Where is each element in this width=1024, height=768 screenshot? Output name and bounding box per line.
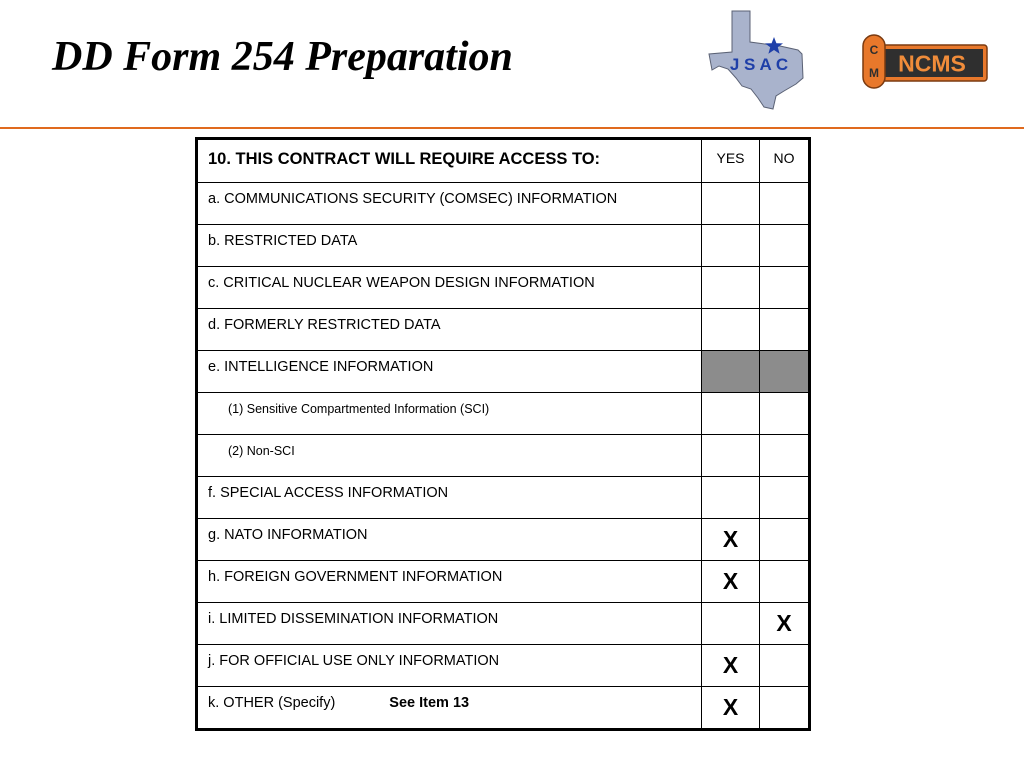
table-row <box>197 183 810 225</box>
no-cell[interactable] <box>760 435 810 477</box>
no-cell-shaded <box>760 351 810 393</box>
table-row <box>197 435 810 477</box>
row-label: (2) Non-SCI <box>197 435 702 477</box>
ncms-text: NCMS <box>898 50 966 77</box>
table-row <box>197 519 810 561</box>
row-label: f. SPECIAL ACCESS INFORMATION <box>197 477 702 519</box>
see-item-note: See Item 13 <box>389 695 470 711</box>
no-cell[interactable] <box>760 519 810 561</box>
row-label: k. OTHER (Specify) <box>208 695 336 711</box>
row-label: i. LIMITED DISSEMINATION INFORMATION <box>197 603 702 645</box>
row-label: j. FOR OFFICIAL USE ONLY INFORMATION <box>197 645 702 687</box>
table-header-label: 10. THIS CONTRACT WILL REQUIRE ACCESS TO: <box>197 139 702 183</box>
ncms-logo <box>861 34 991 90</box>
no-cell[interactable]: X <box>760 603 810 645</box>
slide-title: DD Form 254 Preparation <box>52 34 513 80</box>
divider-rule <box>0 127 1024 129</box>
ncms-badge-top: C <box>869 43 879 57</box>
row-label: d. FORMERLY RESTRICTED DATA <box>197 309 702 351</box>
no-cell[interactable] <box>760 477 810 519</box>
no-cell[interactable] <box>760 561 810 603</box>
no-cell[interactable] <box>760 393 810 435</box>
no-cell[interactable] <box>760 309 810 351</box>
jsac-logo <box>706 8 806 110</box>
yes-cell[interactable] <box>702 267 760 309</box>
table-row <box>197 309 810 351</box>
yes-cell[interactable]: X <box>702 645 760 687</box>
row-label: a. COMMUNICATIONS SECURITY (COMSEC) INFORMATION <box>197 183 702 225</box>
yes-cell-shaded <box>702 351 760 393</box>
no-column-header: NO <box>760 139 810 183</box>
table-row <box>197 225 810 267</box>
table-row <box>197 267 810 309</box>
row-label: (1) Sensitive Compartmented Information (SCI) <box>197 393 702 435</box>
row-label: h. FOREIGN GOVERNMENT INFORMATION <box>197 561 702 603</box>
yes-cell[interactable]: X <box>702 561 760 603</box>
no-cell[interactable] <box>760 645 810 687</box>
row-label: e. INTELLIGENCE INFORMATION <box>197 351 702 393</box>
yes-cell[interactable] <box>702 393 760 435</box>
yes-cell[interactable] <box>702 477 760 519</box>
no-cell[interactable] <box>760 267 810 309</box>
table-row <box>197 645 810 687</box>
yes-cell[interactable] <box>702 225 760 267</box>
row-label: c. CRITICAL NUCLEAR WEAPON DESIGN INFORMATION <box>197 267 702 309</box>
table-row <box>197 351 810 393</box>
table-row <box>197 687 810 730</box>
yes-column-header: YES <box>702 139 760 183</box>
yes-cell[interactable]: X <box>702 519 760 561</box>
table-row <box>197 393 810 435</box>
ncms-badge-bottom: M <box>869 66 879 80</box>
yes-cell[interactable] <box>702 309 760 351</box>
table-row <box>197 603 810 645</box>
table-header-row <box>197 139 810 183</box>
row-label: b. RESTRICTED DATA <box>197 225 702 267</box>
yes-cell[interactable] <box>702 183 760 225</box>
no-cell[interactable] <box>760 183 810 225</box>
table-row <box>197 477 810 519</box>
no-cell[interactable] <box>760 687 810 730</box>
jsac-text: J S A C <box>729 55 789 74</box>
yes-cell[interactable] <box>702 435 760 477</box>
access-requirements-table <box>195 137 811 731</box>
yes-cell[interactable] <box>702 603 760 645</box>
table-row <box>197 561 810 603</box>
no-cell[interactable] <box>760 225 810 267</box>
yes-cell[interactable]: X <box>702 687 760 730</box>
row-label-cell <box>197 687 702 730</box>
row-label: g. NATO INFORMATION <box>197 519 702 561</box>
